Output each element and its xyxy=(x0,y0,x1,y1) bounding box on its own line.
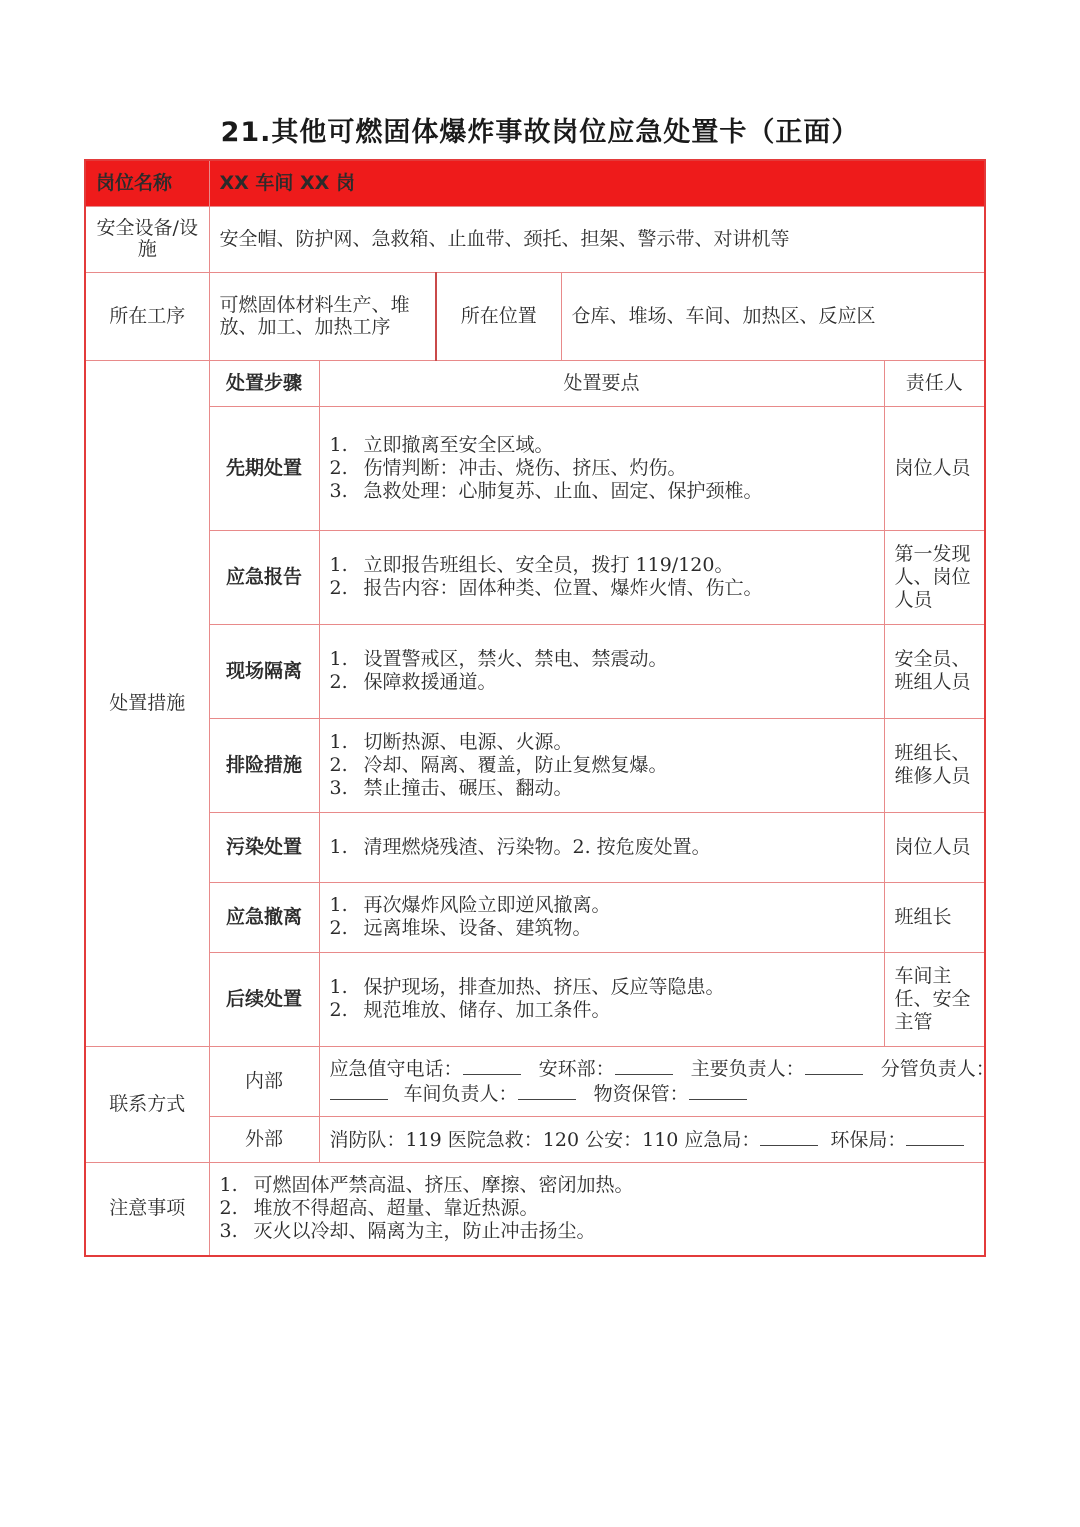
header-row xyxy=(85,160,985,206)
page-title: 21.其他可燃固体爆炸事故岗位应急处置卡（正面） xyxy=(220,117,860,148)
internal-contacts: 应急值守电话： 安环部： 主要负责人： 分管负责人： 车间负责人： 物资保管： xyxy=(319,1046,985,1116)
safety-value: 安全帽、防护网、急救箱、止血带、颈托、担架、警示带、对讲机等 xyxy=(209,206,985,272)
notes-list: 1. 可燃固体严禁高温、挤压、摩擦、密闭加热。 2. 堆放不得超高、超量、靠近热源。 3. 灭火以冷却、隔离为主，防止冲击扬尘。 xyxy=(209,1162,985,1256)
step-points: 1. 设置警戒区，禁火、禁电、禁震动。 2. 保障救援通道。 xyxy=(319,624,884,718)
step-label: 现场隔离 xyxy=(209,624,319,718)
step-points: 1. 再次爆炸风险立即逆风撤离。 2. 远离堆垛、设备、建筑物。 xyxy=(319,882,884,952)
external-contacts: 消防队：119 医院急救：120 公安：110 应急局： 环保局： xyxy=(319,1116,985,1162)
external-label: 外部 xyxy=(209,1116,319,1162)
step-owner: 车间主任、安全主管 xyxy=(884,952,985,1046)
step-points: 1. 清理燃烧残渣、污染物。2. 按危废处置。 xyxy=(319,812,884,882)
step-label: 后续处置 xyxy=(209,952,319,1046)
post-name-value: XX 车间 XX 岗 xyxy=(209,160,985,206)
table-row xyxy=(85,406,985,530)
table-row xyxy=(85,952,985,1046)
step-label: 污染处置 xyxy=(209,812,319,882)
col-step: 处置步骤 xyxy=(209,360,319,406)
process-label: 所在工序 xyxy=(85,272,209,360)
table-row xyxy=(85,624,985,718)
table-row xyxy=(85,812,985,882)
step-label: 排险措施 xyxy=(209,718,319,812)
step-points: 1. 保护现场，排查加热、挤压、反应等隐患。 2. 规范堆放、储存、加工条件。 xyxy=(319,952,884,1046)
process-value: 可燃固体材料生产、堆放、加工、加热工序 xyxy=(209,272,436,360)
process-row xyxy=(85,272,985,360)
contact-label: 联系方式 xyxy=(85,1046,209,1162)
step-points: 1. 立即撤离至安全区域。 2. 伤情判断：冲击、烧伤、挤压、灼伤。 3. 急救处理：心肺复苏、止血、固定、保护颈椎。 xyxy=(319,406,884,530)
notes-row xyxy=(85,1162,985,1256)
step-owner: 第一发现人、岗位人员 xyxy=(884,530,985,624)
notes-label: 注意事项 xyxy=(85,1162,209,1256)
step-owner: 岗位人员 xyxy=(884,812,985,882)
step-owner: 班组长、维修人员 xyxy=(884,718,985,812)
measures-label: 处置措施 xyxy=(85,360,209,1046)
location-value: 仓库、堆场、车间、加热区、反应区 xyxy=(561,272,985,360)
step-points: 1. 切断热源、电源、火源。 2. 冷却、隔离、覆盖，防止复燃复爆。 3. 禁止撞击、碾压、翻动。 xyxy=(319,718,884,812)
safety-label: 安全设备/设施 xyxy=(85,206,209,272)
step-label: 应急报告 xyxy=(209,530,319,624)
step-owner: 班组长 xyxy=(884,882,985,952)
col-owner: 责任人 xyxy=(884,360,985,406)
emergency-card-table xyxy=(84,159,995,1257)
contact-external-row xyxy=(85,1116,985,1162)
table-row xyxy=(85,882,985,952)
table-row xyxy=(85,530,985,624)
safety-row xyxy=(85,206,985,272)
step-owner: 岗位人员 xyxy=(884,406,985,530)
step-points: 1. 立即报告班组长、安全员，拨打 119/120。 2. 报告内容：固体种类、位置、爆炸火情、伤亡。 xyxy=(319,530,884,624)
internal-label: 内部 xyxy=(209,1046,319,1116)
table-row xyxy=(85,718,985,812)
measures-header-row xyxy=(85,360,985,406)
step-label: 先期处置 xyxy=(209,406,319,530)
contact-internal-row xyxy=(85,1046,985,1116)
col-points: 处置要点 xyxy=(319,360,884,406)
step-label: 应急撤离 xyxy=(209,882,319,952)
post-name-label: 岗位名称 xyxy=(85,160,209,206)
step-owner: 安全员、班组人员 xyxy=(884,624,985,718)
location-label: 所在位置 xyxy=(436,272,561,360)
